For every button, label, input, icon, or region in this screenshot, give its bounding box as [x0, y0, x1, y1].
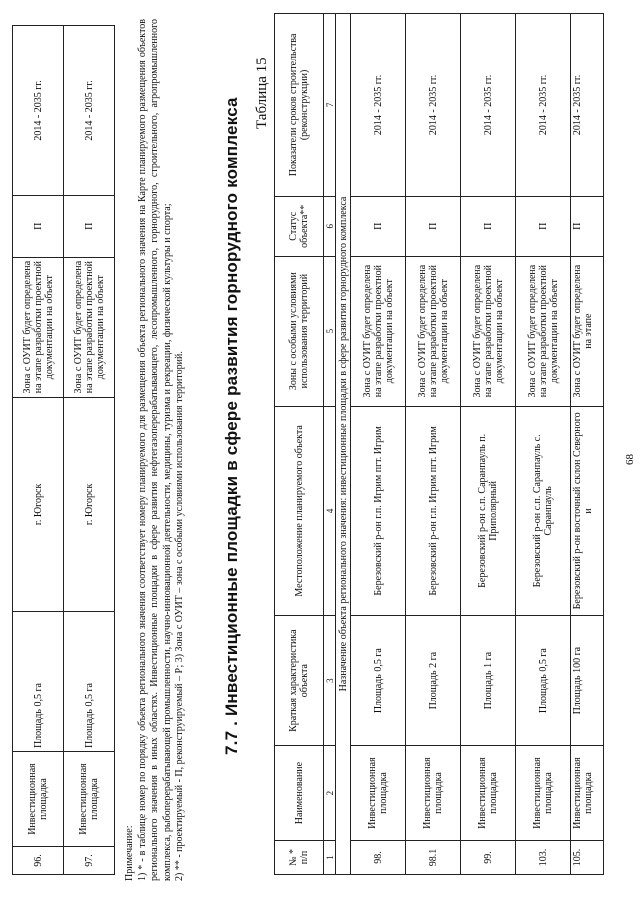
object-characteristic: Площадь 100 га [571, 616, 604, 746]
table-row [13, 26, 64, 875]
row-number: 97. [64, 847, 115, 875]
table-label: Таблица 15 [254, 57, 270, 129]
object-zone: Зона с ОУИТ будет определена на этапе [571, 256, 604, 406]
object-name: Инвестиционная площадка [406, 746, 461, 841]
column-number-row [324, 14, 336, 875]
object-name: Инвестиционная площадка [64, 752, 115, 847]
object-zone: Зона с ОУИТ будет определена на этапе разработки проектной документации на объект [351, 256, 406, 406]
column-number: 7 [324, 14, 336, 197]
section-heading: 7.7 . Инвестиционные площадки в сфере развития горнорудного комплекса [222, 97, 241, 755]
column-number: 4 [324, 406, 336, 616]
object-location: Березовский р-он г.п. Игрим пгт. Игрим [406, 406, 461, 616]
object-name: Инвестиционная площадка [13, 752, 64, 847]
header-location: Местоположение планируемого объекта [275, 406, 324, 616]
column-number: 3 [324, 616, 336, 746]
object-period: 2014 - 2035 гг. [13, 26, 64, 196]
object-characteristic: Площадь 1 га [461, 616, 516, 746]
main-table [274, 13, 604, 875]
notes-block [124, 19, 187, 881]
object-name: Инвестиционная площадка [516, 746, 571, 841]
row-number: 96. [13, 847, 64, 875]
notes-line-1: 1) * - в таблице номер по порядку объекта регионального значения соответствует номеру планируемого для размещения объекта регионального значения на Карте планируемого размещения объектов регионального значения в иных областях. Инвестиционные площадки в сфере развития нефтегазоперерабатывающего, лесопромышленного, горнорудного, строительного, агропромышленного комплекса, рыбоперерабатывающей промышленности, научно-инновационной деятельности, медицины, туризма и рекреации, физической культуры и спорта; [136, 19, 173, 881]
object-characteristic: Площадь 0,5 га [13, 612, 64, 752]
object-zone: Зона с ОУИТ будет определена на этапе разработки проектной документации на объект [516, 256, 571, 406]
object-period: 2014 - 2035 гг. [571, 14, 604, 197]
row-number: 99. [461, 841, 516, 875]
notes-heading: Примечание: [124, 825, 135, 881]
top-table [12, 25, 115, 875]
header-status: Статус объекта** [275, 196, 324, 256]
object-period: 2014 - 2035 гг. [64, 26, 115, 196]
object-period: 2014 - 2035 гг. [406, 14, 461, 197]
notes-line-2: 2) ** - проектируемый - П, реконструируемый – Р; 3) Зона с ОУИТ – зона с особыми условиями использования территорий. [174, 351, 185, 881]
object-zone: Зона с ОУИТ будет определена на этапе разработки проектной документации на объект [461, 256, 516, 406]
object-location: Березовский р-он с.п. Саранпауль с. Саранпауль [516, 406, 571, 616]
object-location: Березовский р-он восточный склон Северного и [571, 406, 604, 616]
object-zone: Зона с ОУИТ будет определена на этапе разработки проектной документации на объект [13, 257, 64, 397]
table-row [64, 26, 115, 875]
object-status: П [64, 195, 115, 257]
object-status: П [13, 195, 64, 257]
row-number: 105. [571, 841, 604, 875]
object-name: Инвестиционная площадка [571, 746, 604, 841]
header-characteristic: Краткая характеристика объекта [275, 616, 324, 746]
table-row [571, 14, 604, 875]
header-zone: Зоны с особыми условиями использования территорий [275, 256, 324, 406]
object-status: П [461, 196, 516, 256]
object-period: 2014 - 2035 гг. [461, 14, 516, 197]
column-number: 2 [324, 746, 336, 841]
object-characteristic: Площадь 0,5 га [351, 616, 406, 746]
column-number: 1 [324, 841, 336, 875]
group-row [336, 14, 351, 875]
object-status: П [351, 196, 406, 256]
object-period: 2014 - 2035 гг. [516, 14, 571, 197]
object-location: Березовский р-он г.п. Игрим пгт. Игрим [351, 406, 406, 616]
table-row [516, 14, 571, 875]
row-number: 98.1 [406, 841, 461, 875]
object-name: Инвестиционная площадка [351, 746, 406, 841]
header-num: № * п/п [275, 841, 324, 875]
object-characteristic: Площадь 0,5 га [516, 616, 571, 746]
object-location: г. Югорск [64, 397, 115, 612]
table-row [351, 14, 406, 875]
group-label: Назначение объекта регионального значения: инвестиционные площадки в сфере развития горнорудного комплекса [336, 14, 351, 875]
column-number: 5 [324, 256, 336, 406]
object-location: Березовский р-он с.п. Саранпауль п. Приполярный [461, 406, 516, 616]
header-period: Показатели сроков строительства (реконструкции) [275, 14, 324, 197]
object-characteristic: Площадь 2 га [406, 616, 461, 746]
object-period: 2014 - 2035 гг. [351, 14, 406, 197]
row-number: 103. [516, 841, 571, 875]
object-status: П [571, 196, 604, 256]
column-number: 6 [324, 196, 336, 256]
object-characteristic: Площадь 0,5 га [64, 612, 115, 752]
object-name: Инвестиционная площадка [461, 746, 516, 841]
object-zone: Зона с ОУИТ будет определена на этапе разработки проектной документации на объект [64, 257, 115, 397]
object-status: П [406, 196, 461, 256]
object-zone: Зона с ОУИТ будет определена на этапе разработки проектной документации на объект [406, 256, 461, 406]
object-status: П [516, 196, 571, 256]
table-row [461, 14, 516, 875]
table-row [406, 14, 461, 875]
header-name: Наименование [275, 746, 324, 841]
object-location: г. Югорск [13, 397, 64, 612]
page-number: 68 [624, 454, 636, 465]
table-header-row [275, 14, 324, 875]
row-number: 98. [351, 841, 406, 875]
